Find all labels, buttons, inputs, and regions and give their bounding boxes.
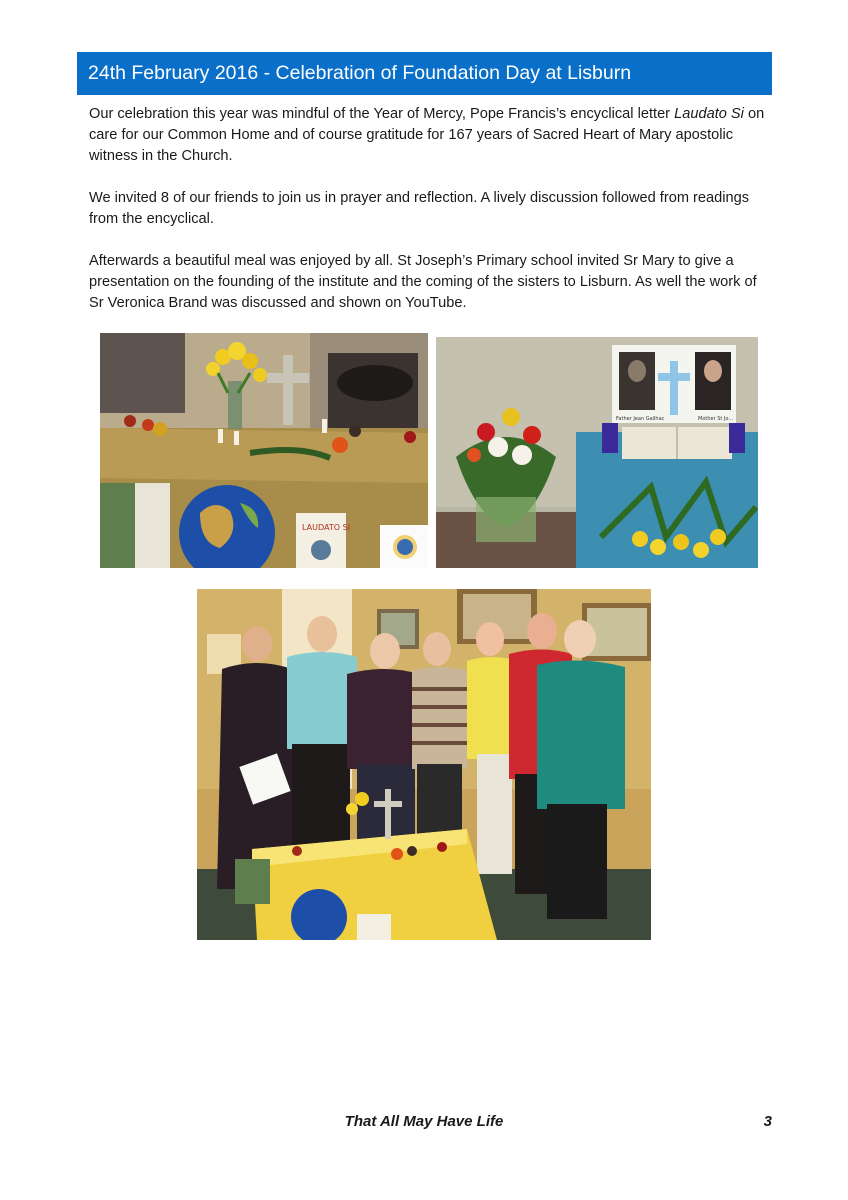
flowers-portraits-photo: [436, 337, 758, 568]
paragraph-1-text-b: on care for our Common Home and of course gratitude for 167 years of Sacred Heart of Mary apostolic witness in the Church.: [89, 106, 765, 164]
page-number: 3: [763, 1113, 772, 1130]
paragraph-2: We invited 8 of our friends to join us in prayer and reflection. A lively discussion followed from readings from the encyclical.: [89, 190, 750, 227]
portrait-right-caption: Mother St Jo...: [698, 416, 734, 422]
altar-table-photo: [100, 333, 428, 568]
encyclical-title: Laudato Si: [674, 106, 744, 122]
page-title-banner: [77, 52, 772, 95]
group-photo: [197, 589, 651, 940]
page-title: 24th February 2016 - Celebration of Foundation Day at Lisburn: [88, 62, 632, 84]
paragraph-1-text-a: Our celebration this year was mindful of the Year of Mercy, Pope Francis’s encyclical letter: [89, 106, 675, 122]
footer-title: That All May Have Life: [344, 1113, 504, 1130]
portrait-left-caption: Father Jean Gailhac: [616, 416, 665, 422]
book-cover-title: LAUDATO SI: [302, 523, 351, 532]
article-body: [89, 104, 769, 335]
paragraph-3: Afterwards a beautiful meal was enjoyed by all. St Joseph’s Primary school invited Sr Mary to give a presentation on the founding of the institute and the coming of the sisters to Lisburn. As well the work of Sr Veronica Brand was discussed and shown on YouTube.: [89, 253, 757, 311]
paragraph-1: [89, 104, 769, 167]
